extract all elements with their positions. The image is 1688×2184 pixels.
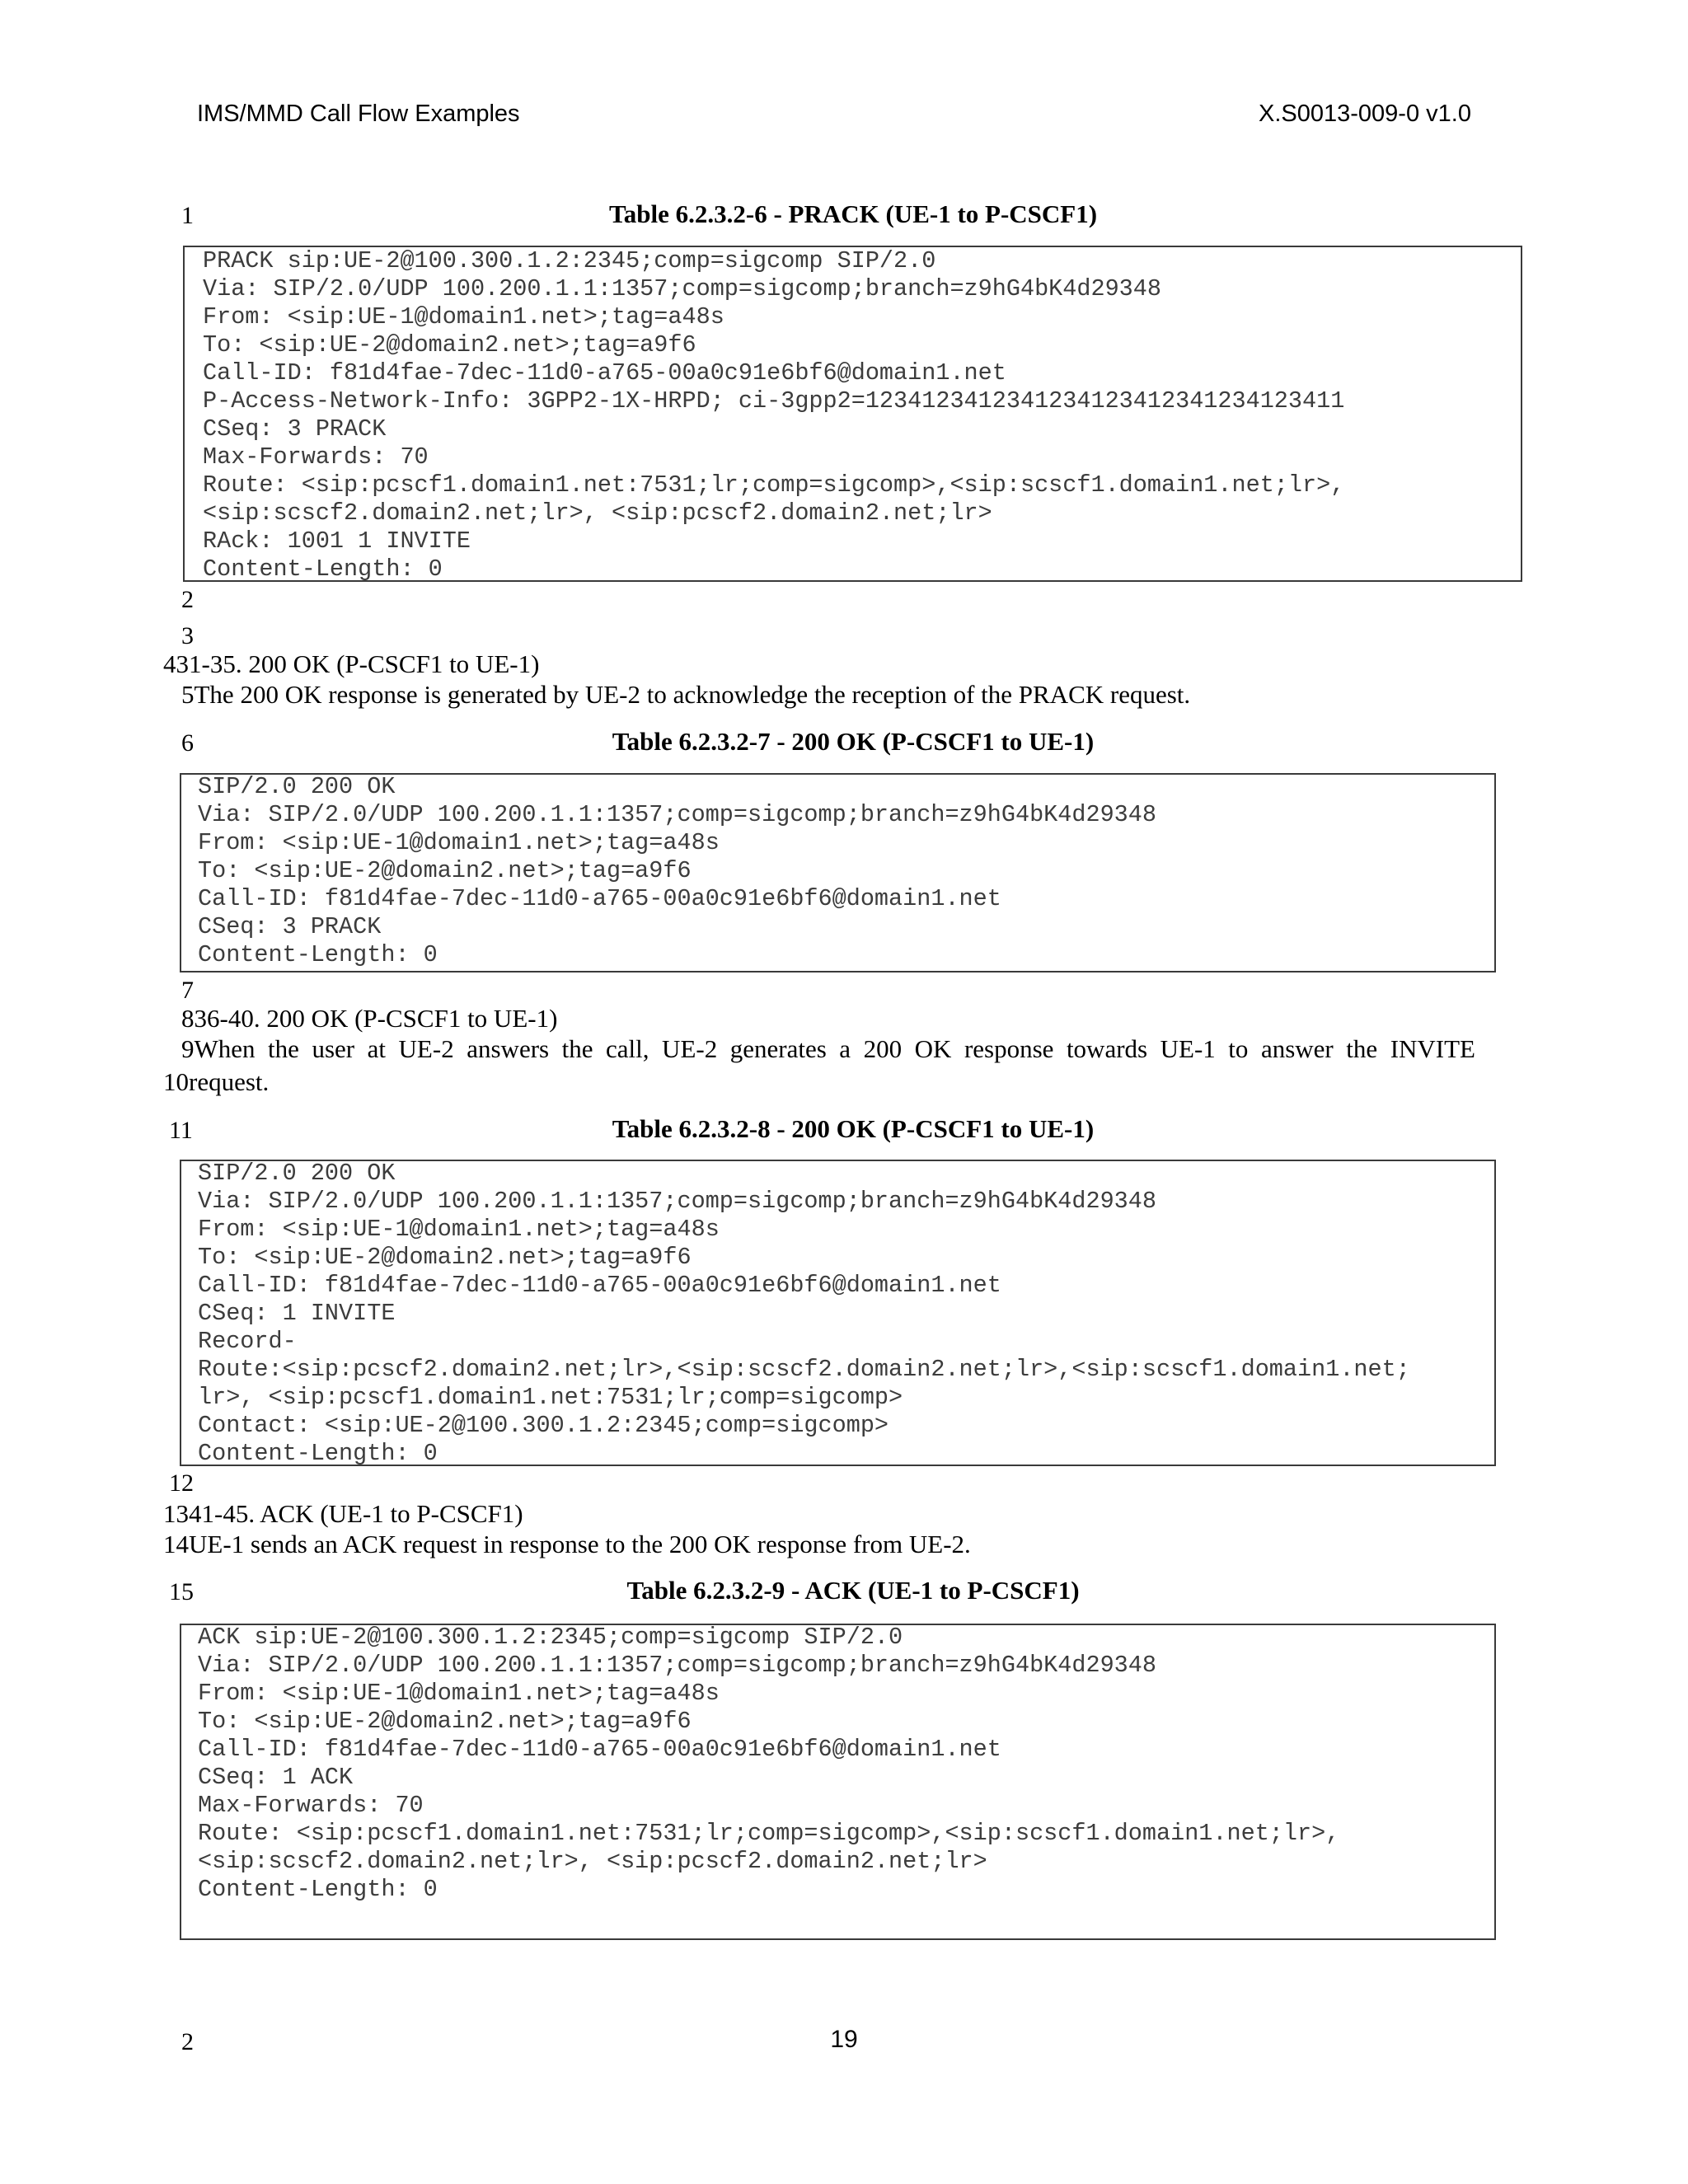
code-line: From: <sip:UE-1@domain1.net>;tag=a48s xyxy=(198,1680,720,1707)
code-line: PRACK sip:UE-2@100.300.1.2:2345;comp=sigcomp SIP/2.0 xyxy=(203,247,936,274)
code-line: Call-ID: f81d4fae-7dec-11d0-a765-00a0c91e6bf6@domain1.net xyxy=(198,1272,1001,1299)
code-line: Route:<sip:pcscf2.domain2.net;lr>,<sip:scscf2.domain2.net;lr>,<sip:scscf1.domain1.net; xyxy=(198,1356,1410,1383)
code-line: SIP/2.0 200 OK xyxy=(198,1160,396,1187)
code-line: Route: <sip:pcscf1.domain1.net:7531;lr;comp=sigcomp>,<sip:scscf1.domain1.net;lr>, xyxy=(203,471,1345,499)
code-line: From: <sip:UE-1@domain1.net>;tag=a48s xyxy=(203,303,724,330)
code-line: <sip:scscf2.domain2.net;lr>, <sip:pcscf2.domain2.net;lr> xyxy=(203,499,992,527)
table-caption: Table 6.2.3.2-7 - 200 OK (P-CSCF1 to UE-1) xyxy=(612,727,1095,756)
code-line: Record- xyxy=(198,1328,297,1355)
code-line: Call-ID: f81d4fae-7dec-11d0-a765-00a0c91e6bf6@domain1.net xyxy=(198,1736,1001,1763)
code-line: Route: <sip:pcscf1.domain1.net:7531;lr;comp=sigcomp>,<sip:scscf1.domain1.net;lr>, xyxy=(198,1820,1340,1847)
code-line: Via: SIP/2.0/UDP 100.200.1.1:1357;comp=sigcomp;branch=z9hG4bK4d29348 xyxy=(198,801,1156,828)
code-line: ACK sip:UE-2@100.300.1.2:2345;comp=sigcomp SIP/2.0 xyxy=(198,1624,903,1651)
page-number: 19 xyxy=(830,2026,858,2053)
section-heading: 1341-45. ACK (UE-1 to P-CSCF1) xyxy=(163,1499,523,1528)
code-lines xyxy=(198,773,1156,969)
code-line: Max-Forwards: 70 xyxy=(198,1792,424,1819)
code-line: From: <sip:UE-1@domain1.net>;tag=a48s xyxy=(198,1216,720,1243)
code-line: To: <sip:UE-2@domain2.net>;tag=a9f6 xyxy=(198,1708,692,1735)
paragraph: 14UE-1 sends an ACK request in response to the 200 OK response from UE-2. xyxy=(163,1530,971,1558)
section-heading: 431-35. 200 OK (P-CSCF1 to UE-1) xyxy=(163,649,540,678)
code-line: Contact: <sip:UE-2@100.300.1.2:2345;comp=sigcomp> xyxy=(198,1412,889,1439)
code-line: lr>, <sip:pcscf1.domain1.net:7531;lr;comp=sigcomp> xyxy=(198,1384,903,1411)
code-lines xyxy=(198,1160,1410,1468)
code-line: CSeq: 3 PRACK xyxy=(198,913,382,940)
code-line: Content-Length: 0 xyxy=(198,1876,438,1903)
code-line: Content-Length: 0 xyxy=(198,941,438,968)
code-line: To: <sip:UE-2@domain2.net>;tag=a9f6 xyxy=(198,1244,692,1271)
code-listing-prack xyxy=(183,246,1522,582)
line-number: 1 xyxy=(181,202,194,229)
code-line: From: <sip:UE-1@domain1.net>;tag=a48s xyxy=(198,829,720,856)
line-number: 6 xyxy=(181,729,194,757)
code-line: Call-ID: f81d4fae-7dec-11d0-a765-00a0c91e6bf6@domain1.net xyxy=(198,885,1001,912)
code-line: SIP/2.0 200 OK xyxy=(198,773,396,800)
paragraph: 5The 200 OK response is generated by UE-2 to acknowledge the reception of the PRACK request. xyxy=(181,680,1191,709)
line-number: 2 xyxy=(181,586,194,613)
line-number: 12 xyxy=(169,1469,194,1497)
code-line: RAck: 1001 1 INVITE xyxy=(203,527,471,555)
code-line: To: <sip:UE-2@domain2.net>;tag=a9f6 xyxy=(198,857,692,884)
code-line: Via: SIP/2.0/UDP 100.200.1.1:1357;comp=sigcomp;branch=z9hG4bK4d29348 xyxy=(198,1652,1156,1679)
code-line: CSeq: 1 INVITE xyxy=(198,1300,396,1327)
table-caption: Table 6.2.3.2-8 - 200 OK (P-CSCF1 to UE-1) xyxy=(612,1114,1095,1143)
paragraph: 9When the user at UE-2 answers the call, UE-2 generates a 200 OK response towards UE-1 to answer the INVITE xyxy=(181,1034,1475,1063)
code-line: Call-ID: f81d4fae-7dec-11d0-a765-00a0c91e6bf6@domain1.net xyxy=(203,359,1006,387)
code-line: Max-Forwards: 70 xyxy=(203,443,429,471)
code-line: Via: SIP/2.0/UDP 100.200.1.1:1357;comp=sigcomp;branch=z9hG4bK4d29348 xyxy=(203,275,1161,302)
code-line: Content-Length: 0 xyxy=(203,555,443,583)
code-line: Content-Length: 0 xyxy=(198,1440,438,1467)
line-number: 15 xyxy=(169,1578,194,1605)
code-lines xyxy=(198,1624,1339,1904)
code-line: Via: SIP/2.0/UDP 100.200.1.1:1357;comp=sigcomp;branch=z9hG4bK4d29348 xyxy=(198,1188,1156,1215)
table-caption: Table 6.2.3.2-6 - PRACK (UE-1 to P-CSCF1) xyxy=(608,199,1098,228)
line-number: 2 xyxy=(181,2028,194,2055)
running-header-title: IMS/MMD Call Flow Examples xyxy=(197,101,520,127)
code-lines xyxy=(203,247,1344,583)
code-line: P-Access-Network-Info: 3GPP2-1X-HRPD; ci-3gpp2=1234123412341234123412341234123411 xyxy=(203,387,1345,415)
code-line: CSeq: 3 PRACK xyxy=(203,415,387,443)
document-id: X.S0013-009-0 v1.0 xyxy=(1259,101,1471,127)
line-number: 3 xyxy=(181,622,194,649)
line-number: 11 xyxy=(169,1117,193,1144)
table-caption: Table 6.2.3.2-9 - ACK (UE-1 to P-CSCF1) xyxy=(626,1576,1080,1605)
paragraph: 10request. xyxy=(163,1067,270,1096)
code-line: <sip:scscf2.domain2.net;lr>, <sip:pcscf2.domain2.net;lr> xyxy=(198,1848,987,1875)
code-listing-200ok-prack xyxy=(180,773,1496,972)
code-line: CSeq: 1 ACK xyxy=(198,1764,354,1791)
code-line: To: <sip:UE-2@domain2.net>;tag=a9f6 xyxy=(203,331,696,359)
code-listing-ack xyxy=(180,1624,1496,1940)
line-number: 7 xyxy=(181,977,194,1004)
code-listing-200ok-invite xyxy=(180,1160,1496,1466)
section-heading: 836-40. 200 OK (P-CSCF1 to UE-1) xyxy=(181,1004,558,1033)
